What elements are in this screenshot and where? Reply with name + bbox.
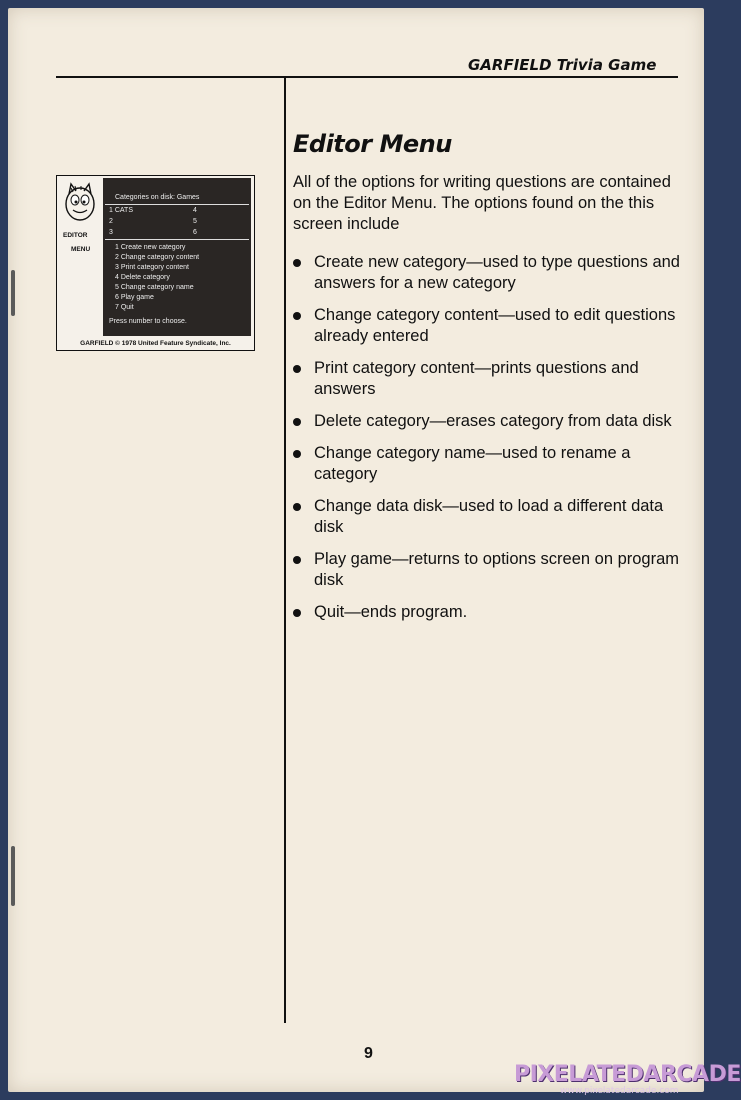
list-item-text: Create new category—used to type questions and answers for a new category — [314, 253, 680, 292]
page-number: 9 — [364, 1045, 373, 1062]
bullet-icon — [293, 556, 301, 564]
section-title: Editor Menu — [293, 130, 452, 158]
running-header: GARFIELD Trivia Game — [468, 56, 657, 74]
screen-menu-item: 5 Change category name — [115, 284, 194, 291]
screen-category: 2 — [109, 218, 113, 225]
list-item-text: Change data disk—used to load a different data disk — [314, 497, 664, 536]
side-label-editor: EDITOR — [63, 232, 88, 239]
binding-mark — [11, 270, 15, 316]
column-divider — [284, 78, 286, 1023]
binding-mark — [11, 846, 15, 906]
screen-category-number: 4 — [193, 207, 197, 214]
bullet-icon — [293, 259, 301, 267]
section-intro: All of the options for writing questions are contained on the Editor Menu. The options found on the this screen include — [293, 173, 671, 233]
watermark-title: PIXELATEDARCADE — [514, 1062, 741, 1087]
list-item-text: Play game—returns to options screen on program disk — [314, 550, 680, 589]
garfield-cat-icon — [61, 180, 99, 226]
screen-copyright: GARFIELD © 1978 United Feature Syndicate, Inc. — [80, 340, 231, 347]
screen-menu-item: 6 Play game — [115, 294, 154, 301]
screen-menu-item: 4 Delete category — [115, 274, 170, 281]
screen-menu-item: 1 Create new category — [115, 244, 186, 251]
list-item-text: Change category content—used to edit questions already entered — [314, 306, 676, 345]
list-item-text: Change category name—used to rename a category — [314, 444, 631, 483]
list-item — [293, 411, 683, 432]
screen-divider — [105, 239, 249, 240]
screen-category: 1 CATS — [109, 207, 133, 214]
list-item — [293, 549, 683, 591]
bullet-icon — [293, 450, 301, 458]
screen-heading: Categories on disk: Games — [115, 194, 200, 201]
bullet-icon — [293, 609, 301, 617]
options-list — [293, 252, 683, 634]
watermark-url: www.pixelatedarcade.com — [560, 1086, 679, 1096]
list-item — [293, 496, 683, 538]
editor-menu-screenshot — [56, 175, 255, 351]
list-item — [293, 443, 683, 485]
manual-page — [8, 8, 704, 1092]
header-rule — [56, 76, 678, 78]
list-item-text: Print category content—prints questions and answers — [314, 359, 639, 398]
screen-category-number: 6 — [193, 229, 197, 236]
screen-category-number: 5 — [193, 218, 197, 225]
list-item — [293, 358, 683, 400]
list-item-text: Quit—ends program. — [314, 603, 468, 621]
side-label-menu: MENU — [71, 246, 91, 253]
bullet-icon — [293, 503, 301, 511]
screen-prompt: Press number to choose. — [109, 318, 187, 325]
screen-menu-item: 7 Quit — [115, 304, 134, 311]
screen-category: 3 — [109, 229, 113, 236]
list-item — [293, 305, 683, 347]
bullet-icon — [293, 418, 301, 426]
list-item — [293, 602, 683, 623]
list-item — [293, 252, 683, 294]
screen-menu-item: 2 Change category content — [115, 254, 200, 261]
list-item-text: Delete category—erases category from data disk — [314, 412, 672, 430]
bullet-icon — [293, 312, 301, 320]
bullet-icon — [293, 365, 301, 373]
screen-divider — [105, 204, 249, 205]
screen-menu-item: 3 Print category content — [115, 264, 189, 271]
